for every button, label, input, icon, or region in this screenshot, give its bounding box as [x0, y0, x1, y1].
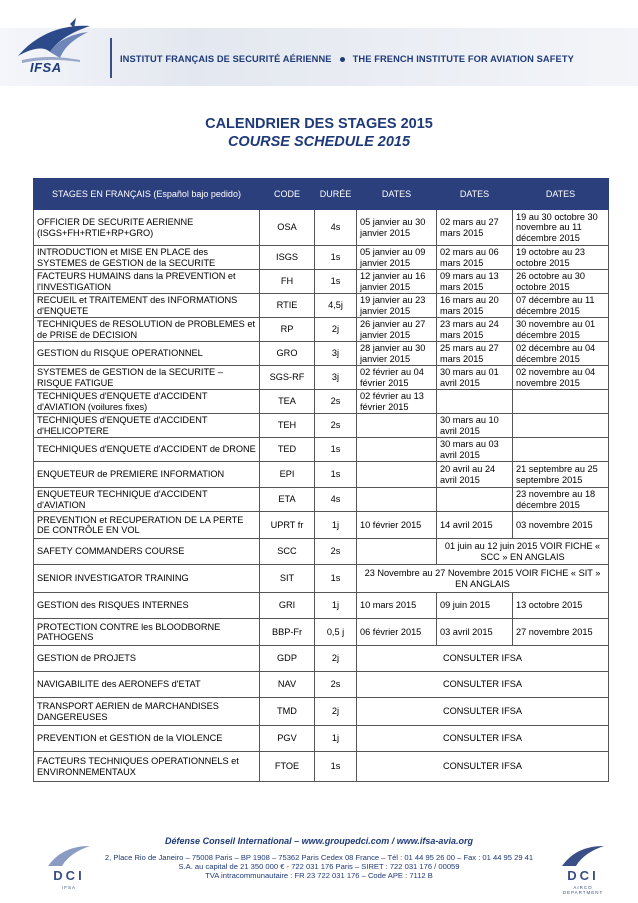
date-cell: 21 septembre au 25 septembre 2015 [513, 462, 609, 488]
date-cell: 02 février au 04 février 2015 [357, 366, 437, 390]
table-row [34, 726, 609, 752]
course-duration: 2j [315, 318, 357, 342]
table-row [34, 565, 609, 593]
date-cell: 09 juin 2015 [437, 593, 513, 619]
date-cell: 02 décembre au 04 décembre 2015 [513, 342, 609, 366]
course-code: SCC [260, 539, 315, 565]
table-row [34, 619, 609, 646]
course-name: OFFICIER DE SECURITE AERIENNE (ISGS+FH+RTIE+RP+GRO) [34, 210, 260, 246]
date-cell: 20 avril au 24 avril 2015 [437, 462, 513, 488]
date-cell: 16 mars au 20 mars 2015 [437, 294, 513, 318]
dci-logo-subtext: IFSA [61, 885, 76, 890]
course-name: FACTEURS TECHNIQUES OPERATIONNELS et ENVIRONNEMENTAUX [34, 752, 260, 782]
table-header-row [34, 179, 609, 210]
date-cell: 19 au 30 octobre 30 novembre au 11 décembre 2015 [513, 210, 609, 246]
course-duration: 1s [315, 438, 357, 462]
course-name: TRANSPORT AERIEN de MARCHANDISES DANGEREUSES [34, 698, 260, 726]
course-name: GESTION de PROJETS [34, 646, 260, 672]
table-row [34, 366, 609, 390]
course-name: PREVENTION et GESTION de la VIOLENCE [34, 726, 260, 752]
date-cell: 28 janvier au 30 janvier 2015 [357, 342, 437, 366]
course-name: ENQUETEUR de PREMIERE INFORMATION [34, 462, 260, 488]
course-name: TECHNIQUES d'ENQUETE d'ACCIDENT d'HELICOPTERE [34, 414, 260, 438]
date-cell: 25 mars au 27 mars 2015 [437, 342, 513, 366]
table-row [34, 438, 609, 462]
table-row [34, 294, 609, 318]
course-code: TED [260, 438, 315, 462]
ifsa-logo-text: IFSA [30, 60, 62, 75]
course-duration: 1s [315, 565, 357, 593]
table-row [34, 246, 609, 270]
course-duration: 4s [315, 210, 357, 246]
dci-logo-text: DCI [567, 868, 599, 883]
date-cell: 19 octobre au 23 octobre 2015 [513, 246, 609, 270]
course-name: SYSTEMES de GESTION de la SECURITE – RISQUE FATIGUE [34, 366, 260, 390]
course-name: TECHNIQUES de RESOLUTION de PROBLEMES et de PRISE de DECISION [34, 318, 260, 342]
course-duration: 1j [315, 593, 357, 619]
date-span-cell: CONSULTER IFSA [357, 698, 609, 726]
course-duration: 2j [315, 698, 357, 726]
course-duration: 1s [315, 246, 357, 270]
table-row [34, 539, 609, 565]
table-row [34, 593, 609, 619]
course-name: SENIOR INVESTIGATOR TRAINING [34, 565, 260, 593]
course-code: GDP [260, 646, 315, 672]
date-cell: 07 décembre au 11 décembre 2015 [513, 294, 609, 318]
course-duration: 0,5 j [315, 619, 357, 646]
date-span-cell: CONSULTER IFSA [357, 672, 609, 698]
header-separator [110, 38, 112, 78]
course-code: SIT [260, 565, 315, 593]
table-row [34, 462, 609, 488]
course-code: OSA [260, 210, 315, 246]
date-cell: 30 mars au 03 avril 2015 [437, 438, 513, 462]
date-cell [513, 438, 609, 462]
course-code: GRO [260, 342, 315, 366]
date-span-cell: 23 Novembre au 27 Novembre 2015 VOIR FICHE « SIT » EN ANGLAIS [357, 565, 609, 593]
footer-address: 2, Place Rio de Janeiro – 75008 Paris – BP 1908 – 75362 Paris Cedex 08 France – Tél : 01 44 95 26 00 – Fax : 01 44 95 29 41 [104, 853, 534, 862]
header-title-fr: INSTITUT FRANÇAIS DE SECURITÉ AÉRIENNE [120, 54, 332, 64]
page-header [0, 0, 638, 90]
course-duration: 1j [315, 726, 357, 752]
course-code: ISGS [260, 246, 315, 270]
date-cell: 26 janvier au 27 janvier 2015 [357, 318, 437, 342]
table-row [34, 390, 609, 414]
date-cell [357, 414, 437, 438]
course-code: SGS-RF [260, 366, 315, 390]
column-header-dates-2: DATES [437, 179, 513, 210]
course-name: GESTION du RISQUE OPERATIONNEL [34, 342, 260, 366]
course-name: PREVENTION et RECUPERATION DE LA PERTE DE CONTRÔLE EN VOL [34, 512, 260, 539]
course-duration: 2j [315, 646, 357, 672]
date-cell: 09 mars au 13 mars 2015 [437, 270, 513, 294]
table-row [34, 270, 609, 294]
date-cell: 30 mars au 01 avril 2015 [437, 366, 513, 390]
date-cell: 10 mars 2015 [357, 593, 437, 619]
header-title-en: THE FRENCH INSTITUTE FOR AVIATION SAFETY [352, 54, 574, 64]
column-header-course: STAGES EN FRANÇAIS (Español bajo pedido) [34, 179, 260, 210]
table-row [34, 752, 609, 782]
course-duration: 4,5j [315, 294, 357, 318]
course-code: PGV [260, 726, 315, 752]
date-cell: 03 avril 2015 [437, 619, 513, 646]
course-code: FTOE [260, 752, 315, 782]
course-name: RECUEIL et TRAITEMENT des INFORMATIONS d'ENQUETE [34, 294, 260, 318]
date-cell: 23 novembre au 18 décembre 2015 [513, 488, 609, 512]
date-cell: 03 novembre 2015 [513, 512, 609, 539]
table-row [34, 512, 609, 539]
date-cell [357, 488, 437, 512]
course-code: BBP-Fr [260, 619, 315, 646]
footer-capital: S.A. au capital de 21 350 000 € - 722 031 176 Paris – SIRET : 722 031 176 / 00059 [178, 862, 460, 871]
table-row [34, 672, 609, 698]
date-cell [437, 390, 513, 414]
page-subtitle: COURSE SCHEDULE 2015 [227, 134, 411, 150]
table-row [34, 698, 609, 726]
course-name: NAVIGABILITE des AERONEFS d'ETAT [34, 672, 260, 698]
date-cell: 02 novembre au 04 novembre 2015 [513, 366, 609, 390]
course-code: EPI [260, 462, 315, 488]
date-cell: 30 mars au 10 avril 2015 [437, 414, 513, 438]
date-cell: 02 mars au 06 mars 2015 [437, 246, 513, 270]
course-code: TEH [260, 414, 315, 438]
page-titles [0, 116, 638, 150]
date-cell: 12 janvier au 16 janvier 2015 [357, 270, 437, 294]
course-code: FH [260, 270, 315, 294]
course-code: RTIE [260, 294, 315, 318]
date-span-cell: CONSULTER IFSA [357, 752, 609, 782]
dci-logo-text: DCI [53, 868, 85, 883]
course-duration: 2s [315, 414, 357, 438]
header-title [120, 54, 574, 64]
date-cell [357, 462, 437, 488]
course-duration: 3j [315, 342, 357, 366]
course-code: GRI [260, 593, 315, 619]
course-code: TMD [260, 698, 315, 726]
column-header-dates-3: DATES [513, 179, 609, 210]
footer-company: Défense Conseil International – www.groupedci.com / www.ifsa-avia.org [165, 836, 473, 846]
table-row [34, 210, 609, 246]
date-cell: 14 avril 2015 [437, 512, 513, 539]
date-cell: 30 novembre au 01 décembre 2015 [513, 318, 609, 342]
table-row [34, 646, 609, 672]
course-duration: 4s [315, 488, 357, 512]
course-duration: 2s [315, 390, 357, 414]
date-cell: 26 octobre au 30 octobre 2015 [513, 270, 609, 294]
page-footer [0, 836, 638, 880]
course-name: ENQUETEUR TECHNIQUE d'ACCIDENT d'AVIATION [34, 488, 260, 512]
date-cell [437, 488, 513, 512]
table-row [34, 318, 609, 342]
course-name: FACTEURS HUMAINS dans la PREVENTION et l'INVESTIGATION [34, 270, 260, 294]
course-name: INTRODUCTION et MISE EN PLACE des SYSTEMES de GESTION de la SECURITE [34, 246, 260, 270]
course-duration: 1s [315, 752, 357, 782]
column-header-duration: DURÉE [315, 179, 357, 210]
date-cell: 23 mars au 24 mars 2015 [437, 318, 513, 342]
date-span-cell: 01 juin au 12 juin 2015 VOIR FICHE « SCC » EN ANGLAIS [437, 539, 609, 565]
course-name: TECHNIQUES d'ENQUETE d'ACCIDENT d'AVIATION (voilures fixes) [34, 390, 260, 414]
date-cell: 27 novembre 2015 [513, 619, 609, 646]
course-name: SAFETY COMMANDERS COURSE [34, 539, 260, 565]
date-cell: 05 janvier au 30 janvier 2015 [357, 210, 437, 246]
date-cell: 02 février au 13 février 2015 [357, 390, 437, 414]
course-duration: 3j [315, 366, 357, 390]
date-cell: 05 janvier au 09 janvier 2015 [357, 246, 437, 270]
course-duration: 1s [315, 270, 357, 294]
date-cell [357, 438, 437, 462]
course-code: TEA [260, 390, 315, 414]
date-cell: 10 février 2015 [357, 512, 437, 539]
course-duration: 1j [315, 512, 357, 539]
date-cell: 19 janvier au 23 janvier 2015 [357, 294, 437, 318]
page-title: CALENDRIER DES STAGES 2015 [205, 116, 433, 132]
course-name: TECHNIQUES d'ENQUETE d'ACCIDENT de DRONE [34, 438, 260, 462]
table-row [34, 342, 609, 366]
course-name: PROTECTION CONTRE les BLOODBORNE PATHOGENS [34, 619, 260, 646]
course-code: UPRT fr [260, 512, 315, 539]
column-header-dates-1: DATES [357, 179, 437, 210]
course-duration: 2s [315, 672, 357, 698]
course-code: RP [260, 318, 315, 342]
date-span-cell: CONSULTER IFSA [357, 726, 609, 752]
course-duration: 2s [315, 539, 357, 565]
date-cell: 02 mars au 27 mars 2015 [437, 210, 513, 246]
footer-vat: TVA intracommunautaire : FR 23 722 031 176 – Code APE : 7112 B [205, 871, 433, 880]
course-name: GESTION des RISQUES INTERNES [34, 593, 260, 619]
bullet-icon [340, 57, 345, 62]
date-cell [513, 414, 609, 438]
dci-logo-subtext: AIRCO DEPARTMENT [562, 885, 604, 895]
table-row [34, 488, 609, 512]
date-cell [513, 390, 609, 414]
course-schedule-table [33, 178, 609, 782]
date-span-cell: CONSULTER IFSA [357, 646, 609, 672]
course-code: ETA [260, 488, 315, 512]
table-row [34, 414, 609, 438]
date-cell: 06 février 2015 [357, 619, 437, 646]
course-duration: 1s [315, 462, 357, 488]
course-code: NAV [260, 672, 315, 698]
date-cell: 13 octobre 2015 [513, 593, 609, 619]
column-header-code: CODE [260, 179, 315, 210]
